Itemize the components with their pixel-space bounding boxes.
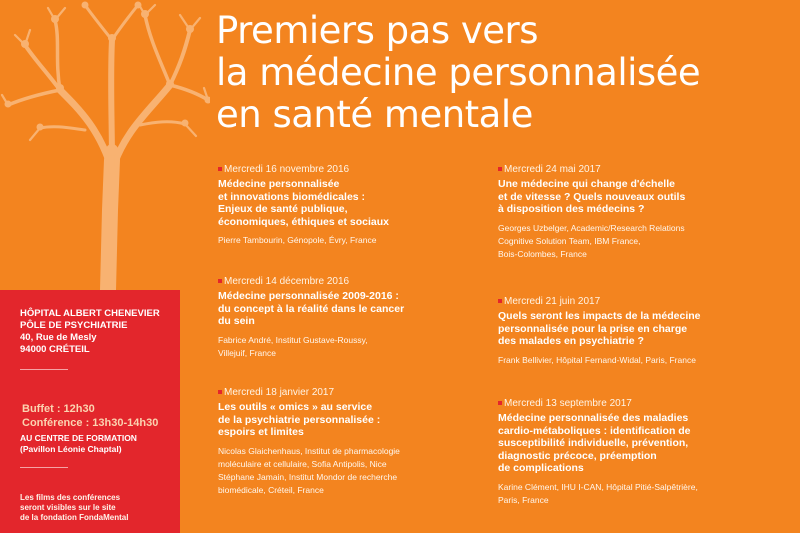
event-title-line: Enjeux de santé publique, — [218, 203, 348, 216]
event-title-line: de la psychiatrie personnalisée : — [218, 413, 381, 426]
event-date: Mercredi 16 novembre 2016 — [224, 164, 350, 175]
event-title-line: Médecine personnalisée 2009-2016 : — [218, 290, 399, 302]
venue-address — [20, 308, 160, 356]
event-title-line: économiques, éthiques et sociaux — [218, 215, 389, 228]
event-speaker — [498, 222, 763, 261]
event-speaker-line: Pierre Tambourin, Génopole, Évry, France — [218, 235, 377, 246]
films-note-line: seront visibles sur le site — [20, 503, 116, 512]
buffet-time: Buffet : 12h30 — [22, 403, 95, 415]
tree-of-people-illustration — [0, 0, 210, 290]
event-title — [218, 178, 483, 228]
event-speaker-line: Stéphane Jamain, Institut Mondor de recherche — [218, 471, 398, 482]
event-speaker — [498, 481, 763, 507]
event-speaker-line: Nicolas Glaichenhaus, Institut de pharmacologie — [218, 445, 400, 456]
training-center-name: AU CENTRE DE FORMATION — [20, 433, 137, 443]
event-speaker-line: moléculaire et cellulaire, Sofia Antipolis, Nice — [218, 458, 387, 469]
event-item — [218, 164, 483, 247]
title-line-3: en santé mentale — [216, 93, 533, 136]
event-title-line: Quels seront les impacts de la médecine — [498, 310, 701, 322]
bullet-square-icon — [498, 167, 502, 171]
event-title-line: diagnostic précoce, préemption — [498, 449, 657, 462]
event-item — [498, 398, 763, 507]
films-note-line: de la fondation FondaMental — [20, 513, 129, 522]
event-speaker-line: Cognitive Solution Team, IBM France, — [498, 235, 641, 246]
title-line-1: Premiers pas vers — [216, 9, 539, 52]
venue-street: 40, Rue de Mesly — [20, 332, 97, 343]
event-title — [498, 178, 763, 216]
bullet-square-icon — [218, 390, 222, 394]
event-title-line: à disposition des médecins ? — [498, 203, 645, 216]
event-title-line: Médecine personnalisée des maladies — [498, 412, 689, 424]
event-date: Mercredi 14 décembre 2016 — [224, 276, 350, 287]
venue-city: 94000 CRÉTEIL — [20, 344, 90, 355]
films-note-line: Les films des conférences — [20, 493, 121, 502]
event-title-line: Les outils « omics » au service — [218, 401, 373, 413]
training-center — [20, 433, 137, 455]
event-item — [218, 387, 483, 497]
event-speaker — [218, 334, 483, 360]
event-speaker-line: Karine Clément, IHU I-CAN, Hôpital Pitié-Salpêtrière, — [498, 481, 698, 492]
films-note — [20, 493, 128, 523]
divider — [20, 369, 68, 370]
event-title-line: espoirs et limites — [218, 426, 304, 439]
title-line-2: la médecine personnalisée — [216, 51, 701, 94]
venue-department: PÔLE DE PSYCHIATRIE — [20, 320, 128, 331]
event-title — [218, 290, 483, 328]
event-item — [218, 276, 483, 360]
event-speaker-line: Paris, France — [498, 494, 549, 505]
event-speaker-line: Fabrice André, Institut Gustave-Roussy, — [218, 334, 368, 345]
event-title-line: et de vitesse ? Quels nouveaux outils — [498, 190, 686, 203]
event-date: Mercredi 18 janvier 2017 — [224, 387, 335, 398]
event-speaker-line: Villejuif, France — [218, 347, 276, 358]
event-title-line: Une médecine qui change d'échelle — [498, 178, 675, 190]
event-speaker-line: Georges Uzbelger, Academic/Research Relations — [498, 222, 685, 233]
event-item — [498, 296, 763, 367]
event-title-line: des malades en psychiatrie ? — [498, 335, 644, 348]
bullet-square-icon — [218, 279, 222, 283]
event-title — [498, 310, 763, 348]
event-date: Mercredi 21 juin 2017 — [504, 296, 601, 307]
event-date: Mercredi 24 mai 2017 — [504, 164, 601, 175]
event-date: Mercredi 13 septembre 2017 — [504, 398, 632, 409]
schedule — [22, 402, 158, 430]
event-title-line: et innovations biomédicales : — [218, 190, 366, 203]
event-title-line: susceptibilité individuelle, prévention, — [498, 437, 689, 450]
bullet-square-icon — [218, 167, 222, 171]
event-title-line: cardio-métaboliques : identification de — [498, 424, 691, 437]
event-title-line: Médecine personnalisée — [218, 178, 340, 190]
venue-panel — [0, 290, 180, 533]
event-title-line: du sein — [218, 315, 255, 328]
bullet-square-icon — [498, 401, 502, 405]
event-speaker-line: biomédicale, Créteil, France — [218, 484, 324, 495]
training-center-building: (Pavillon Léonie Chaptal) — [20, 444, 122, 454]
event-speaker — [498, 354, 763, 367]
bullet-square-icon — [498, 299, 502, 303]
event-title — [498, 412, 763, 475]
page-title — [216, 10, 776, 136]
event-title-line: personnalisée pour la prise en charge — [498, 322, 688, 335]
event-speaker — [218, 445, 483, 497]
event-speaker — [218, 234, 483, 247]
event-title — [218, 401, 483, 439]
venue-hospital: HÔPITAL ALBERT CHENEVIER — [20, 308, 160, 319]
event-title-line: de complications — [498, 462, 584, 475]
divider — [20, 467, 68, 468]
event-speaker-line: Bois-Colombes, France — [498, 248, 587, 259]
event-speaker-line: Frank Bellivier, Hôpital Fernand-Widal, Paris, France — [498, 354, 696, 365]
conference-time: Conférence : 13h30-14h30 — [22, 417, 159, 429]
event-item — [498, 164, 763, 261]
event-title-line: du concept à la réalité dans le cancer — [218, 302, 405, 315]
